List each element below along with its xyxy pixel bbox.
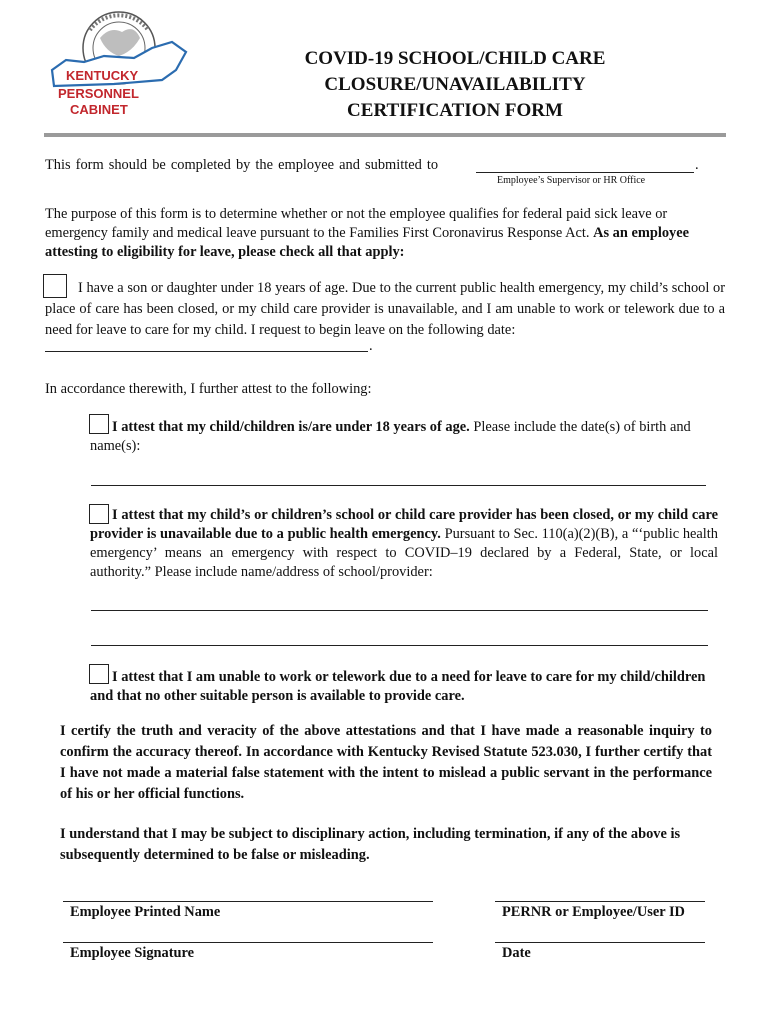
printed-name-line[interactable] — [63, 901, 433, 902]
birth-names-field[interactable] — [91, 485, 706, 486]
attest1-text: Please include the date(s) of birth and name(s): — [90, 419, 691, 454]
date-line[interactable] — [495, 942, 705, 943]
further-attest-text: In accordance therewith, I further attest to the following: — [45, 381, 372, 397]
attest2-paragraph — [90, 506, 718, 582]
submission-period: . — [695, 157, 699, 173]
pernr-line[interactable] — [495, 901, 705, 902]
purpose-text: The purpose of this form is to determine whether or not the employee qualifies for federal paid sick leave or emergency family and medical leave pursuant to the Families First Coronavirus Response Act. — [45, 206, 668, 241]
submitted-to-field[interactable] — [476, 172, 694, 173]
kentucky-personnel-cabinet-logo — [44, 8, 194, 128]
title-line1: COVID-19 SCHOOL/CHILD CARE — [304, 48, 606, 69]
attest2-bold: I attest that my child’s or children’s school or child care provider has been closed, or my child care provider is unavailable due to a public health emergency. — [90, 507, 718, 542]
attest1-bold: I attest that my child/children is/are under 18 years of age. — [112, 419, 470, 435]
attest1-paragraph — [90, 418, 720, 456]
school-provider-field-1[interactable] — [91, 610, 708, 611]
purpose-bold: As an employee attesting to eligibility for leave, please check all that apply: — [45, 225, 690, 260]
attest3-bold: I attest that I am unable to work or telework due to a need for leave to care for my child/children and that no other suitable person is available to provide care. — [90, 669, 706, 704]
form-title — [250, 46, 660, 124]
signature-line[interactable] — [63, 942, 433, 943]
pernr-label: PERNR or Employee/User ID — [502, 904, 685, 920]
signature-label: Employee Signature — [70, 945, 195, 961]
purpose-paragraph — [45, 205, 725, 262]
header-divider — [44, 133, 726, 137]
main-statement-period: . — [369, 338, 373, 354]
logo-line1: KENTUCKY — [66, 68, 139, 83]
understand-paragraph: I understand that I may be subject to disciplinary action, including termination, if any of the above is subsequently determined to be false or misleading. — [60, 826, 681, 863]
leave-start-date-field[interactable] — [45, 351, 368, 352]
attest2-text: Pursuant to Sec. 110(a)(2)(B), a “‘public health emergency’ means an emergency with respect to COVID–19 declared by a Federal, State, or local authority.” Please include name/address of school/provider: — [90, 526, 718, 580]
submission-caption: Employee’s Supervisor or HR Office — [497, 175, 646, 186]
title-line2: CLOSURE/UNAVAILABILITY — [324, 74, 586, 95]
printed-name-label: Employee Printed Name — [70, 904, 221, 920]
logo-line2: PERSONNEL — [58, 86, 139, 101]
date-label: Date — [502, 945, 531, 961]
school-provider-field-2[interactable] — [91, 645, 708, 646]
title-line3: CERTIFICATION FORM — [347, 100, 563, 121]
submission-text: This form should be completed by the employee and submitted to — [45, 157, 439, 173]
main-statement-text: I have a son or daughter under 18 years of age. Due to the current public health emergency, my child’s school or place of care has been closed, or my child care provider is unavailable, and I am unable to work or telework due to a need for leave to care for my child. I request to begin leave on the following date: — [45, 280, 725, 338]
certify-paragraph: I certify the truth and veracity of the above attestations and that I have made a reasonable inquiry to confirm the accuracy thereof. In accordance with Kentucky Revised Statute 523.030, I further certify that I have not made a material false statement with the intent to mislead a public servant in the performance of his or her official functions. — [60, 723, 712, 802]
logo-line3: CABINET — [70, 102, 128, 117]
